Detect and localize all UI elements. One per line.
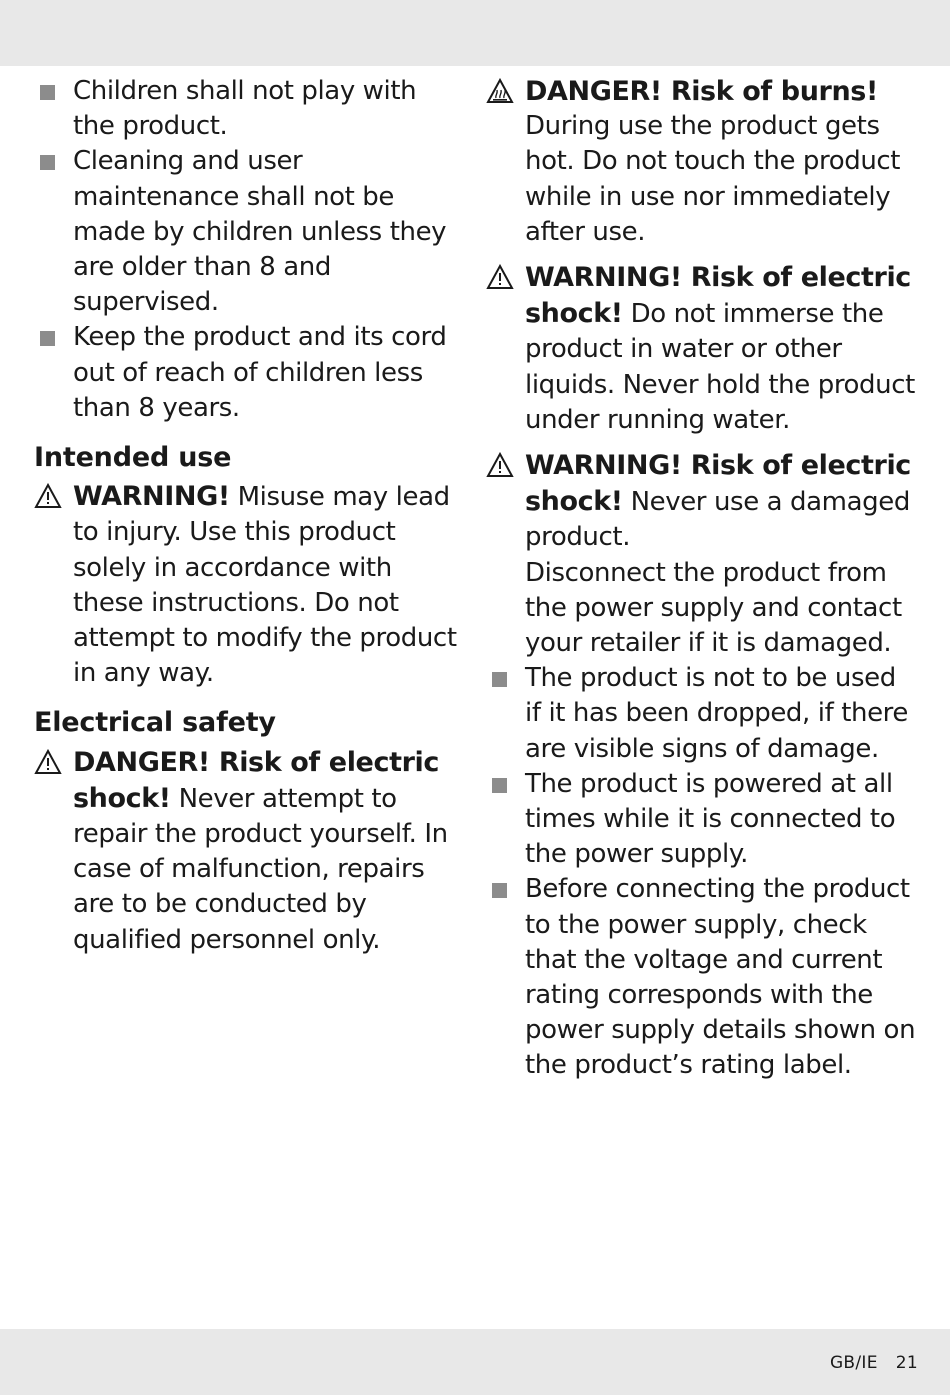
warning-triangle-icon [486, 264, 514, 290]
list-item [486, 661, 916, 767]
list-item [486, 872, 916, 1083]
warning-triangle-icon [34, 483, 62, 509]
warning-label: WARNING! [73, 481, 230, 513]
right-column [486, 74, 916, 1084]
section-heading-electrical-safety: Electrical safety [34, 707, 276, 739]
left-column [34, 74, 464, 958]
warning-shock-block [486, 448, 916, 661]
warning-shock-text-2: Disconnect the product from the power supply and contact your retailer if it is damaged. [525, 557, 902, 659]
warning-triangle-icon [34, 749, 62, 775]
page-footer [830, 1353, 918, 1373]
bullet-text: The product is powered at all times while it is connected to the power supply. [525, 768, 896, 870]
warning-text: Misuse may lead to injury. Use this product solely in accordance with these instructions. Do not attempt to modify the product in any way. [73, 482, 457, 689]
danger-text: Never attempt to repair the product yourself. In case of malfunction, repairs are to be conducted by qualified personnel only. [73, 783, 448, 955]
warning-shock-text: Never use a damaged product. [525, 487, 910, 553]
footer-bar [0, 1329, 950, 1395]
warning-shock-text: Do not immerse the product in water or other liquids. Never hold the product under running water. [525, 299, 915, 435]
danger-burns-text: During use the product gets hot. Do not touch the product while in use nor immediately after use. [525, 111, 901, 247]
hot-surface-warning-icon [486, 78, 514, 104]
bullet-text: Cleaning and user maintenance shall not be made by children unless they are older than 8 and supervised. [73, 146, 447, 318]
danger-block [34, 745, 464, 958]
square-bullet-icon [492, 778, 507, 793]
header-bar [0, 0, 950, 66]
page-number: 21 [895, 1353, 918, 1373]
bullet-text: Before connecting the product to the power supply, check that the voltage and current rating corresponds with the power supply details shown on the product’s rating label. [525, 874, 916, 1081]
danger-burns-label: DANGER! Risk of burns! [525, 76, 878, 107]
danger-burns-block [486, 74, 916, 250]
section-heading-intended-use: Intended use [34, 442, 232, 474]
footer-region: GB/IE [829, 1353, 878, 1373]
list-item [486, 767, 916, 873]
warning-shock-label: WARNING! Risk of electric shock! [525, 262, 911, 330]
list-item [34, 144, 464, 320]
list-item [34, 320, 464, 426]
danger-label: DANGER! Risk of electric shock! [73, 746, 439, 814]
square-bullet-icon [40, 155, 55, 170]
square-bullet-icon [492, 672, 507, 687]
square-bullet-icon [40, 85, 55, 100]
warning-shock-block [486, 260, 916, 438]
bullet-text: Keep the product and its cord out of reach of children less than 8 years. [73, 322, 447, 423]
warning-shock-label: WARNING! Risk of electric shock! [525, 450, 911, 518]
list-item [34, 74, 464, 144]
bullet-text: The product is not to be used if it has been dropped, if there are visible signs of damage. [525, 663, 908, 764]
square-bullet-icon [492, 883, 507, 898]
bullet-text: Children shall not play with the product. [73, 76, 417, 142]
square-bullet-icon [40, 331, 55, 346]
warning-triangle-icon [486, 452, 514, 478]
warning-block [34, 479, 464, 691]
